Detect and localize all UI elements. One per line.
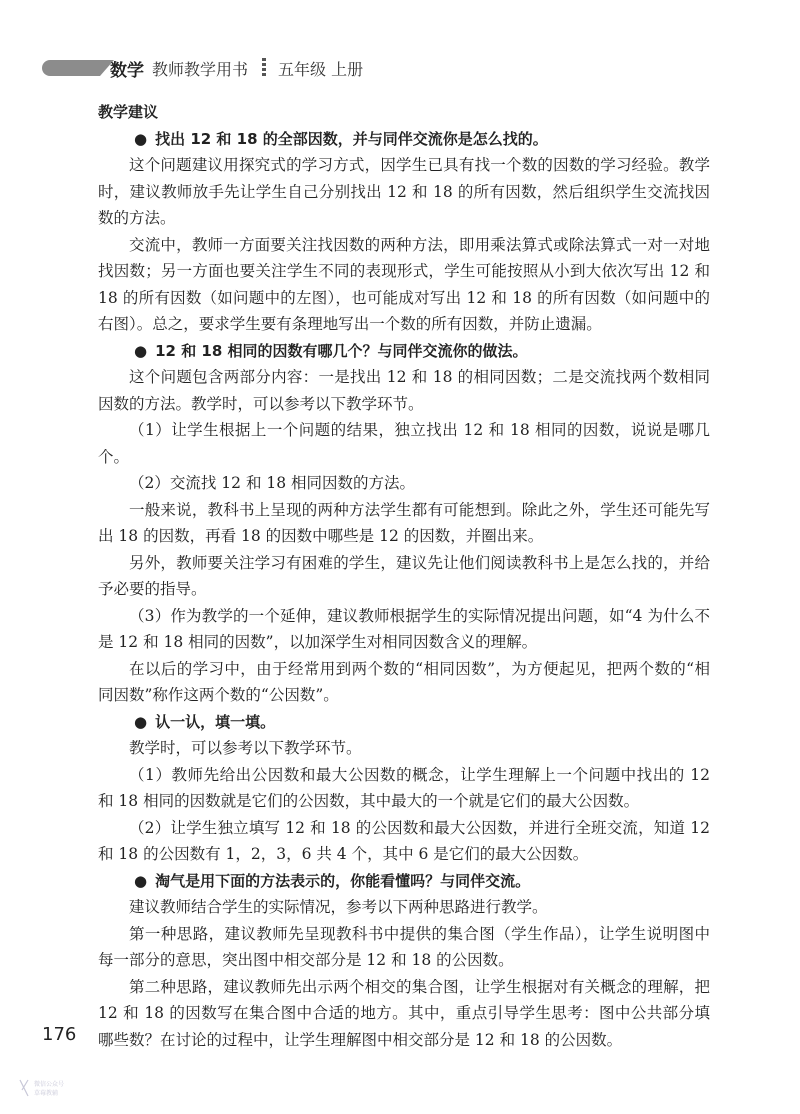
body-paragraph: 建议教师结合学生的实际情况，参考以下两种思路进行教学。 — [129, 898, 548, 916]
body-paragraph: 在以后的学习中，由于经常用到两个数的“相同因数”，为方便起见，把两个数的“相同因数”称作这两个数的“公因数”。 — [98, 659, 710, 704]
body-paragraph: （3）作为教学的一个延伸，建议教师根据学生的实际情况提出问题，如“4 为什么不是 12 和 18 相同的因数”，以加深学生对相同因数含义的理解。 — [98, 606, 710, 651]
header-grade: 五年级 上册 — [278, 59, 364, 79]
bullet-heading — [98, 338, 710, 365]
body-paragraph: 第二种思路，建议教师先出示两个相交的集合图，让学生根据对有关概念的理解，把 12 和 18 的因数写在集合图中合适的地方。其中，重点引导学生思考：图中公共部分填哪些数？在讨论的过程中，让学生理解图中相交部分是 12 和 18 的公因数。 — [98, 977, 710, 1049]
watermark — [18, 1076, 88, 1104]
body-paragraph: 这个问题包含两部分内容：一是找出 12 和 18 的相同因数；二是交流找两个数相同因数的方法。教学时，可以参考以下教学环节。 — [98, 368, 710, 413]
body-paragraph: （2）交流找 12 和 18 相同因数的方法。 — [129, 474, 416, 492]
header-subject: 数学 — [110, 60, 144, 81]
watermark-line-2: 草莓教辅 — [34, 1090, 59, 1097]
body-paragraph: （2）让学生独立填写 12 和 18 的公因数和最大公因数，并进行全班交流，知道 12 和 18 的公因数有 1，2，3，6 共 4 个，其中 6 是它们的最大公因数。 — [98, 818, 710, 863]
bullet-heading — [98, 868, 710, 895]
body-paragraph: （1）教师先给出公因数和最大公因数的概念，让学生理解上一个问题中找出的 12 和 18 相同的因数就是它们的公因数，其中最大的一个就是它们的最大公因数。 — [98, 765, 710, 810]
bullet-dot-icon: ● — [134, 871, 148, 890]
bullet-dot-icon: ● — [134, 129, 148, 148]
bullet-heading — [98, 709, 710, 736]
bullet-text: 认一认，填一填。 — [155, 712, 276, 731]
page-body — [98, 99, 710, 1053]
watermark-line-1: 微信公众号 — [34, 1081, 65, 1088]
bullet-heading — [98, 126, 710, 153]
header-tab-decoration — [42, 60, 100, 76]
running-header — [110, 56, 363, 80]
bullet-dot-icon: ● — [134, 341, 148, 360]
body-paragraph: 这个问题建议用探究式的学习方式，因学生已具有找一个数的因数的学习经验。教学时，建议教师放手先让学生自己分别找出 12 和 18 的所有因数，然后组织学生交流找因数的方法。 — [98, 156, 710, 227]
body-paragraph: 另外，教师要关注学习有困难的学生，建议先让他们阅读教科书上是怎么找的，并给予必要的指导。 — [98, 553, 710, 598]
body-paragraph: 第一种思路，建议教师先呈现教科书中提供的集合图（学生作品），让学生说明图中每一部分的意思，突出图中相交部分是 12 和 18 的公因数。 — [98, 924, 710, 969]
bullet-text: 12 和 18 相同的因数有哪几个？与同伴交流你的做法。 — [155, 341, 528, 360]
body-paragraph: 交流中，教师一方面要关注找因数的两种方法，即用乘法算式或除法算式一对一对地找因数；另一方面也要关注学生不同的表现形式，学生可能按照从小到大依次写出 12 和 18 的所有因数（如问题中的左图），也可能成对写出 12 和 18 的所有因数（如问题中的右图）。总之，要求学生要有条理地写出一个数的所有因数，并防止遗漏。 — [98, 235, 710, 333]
bullet-text: 找出 12 和 18 的全部因数，并与同伴交流你是怎么找的。 — [155, 129, 548, 148]
watermark-logo-icon — [18, 1078, 30, 1098]
header-book-title: 教师教学用书 — [152, 59, 249, 79]
paragraph-list — [98, 126, 710, 1054]
body-paragraph: 教学时，可以参考以下教学环节。 — [129, 739, 362, 757]
header-divider — [262, 58, 266, 78]
page-number: 176 — [42, 1024, 77, 1045]
bullet-text: 淘气是用下面的方法表示的，你能看懂吗？与同伴交流。 — [155, 871, 531, 890]
body-paragraph: 一般来说，教科书上呈现的两种方法学生都有可能想到。除此之外，学生还可能先写出 18 的因数，再看 18 的因数中哪些是 12 的因数，并圈出来。 — [98, 500, 710, 545]
section-title: 教学建议 — [98, 103, 159, 121]
bullet-dot-icon: ● — [134, 712, 148, 731]
body-paragraph: （1）让学生根据上一个问题的结果，独立找出 12 和 18 相同的因数，说说是哪几个。 — [98, 421, 710, 466]
